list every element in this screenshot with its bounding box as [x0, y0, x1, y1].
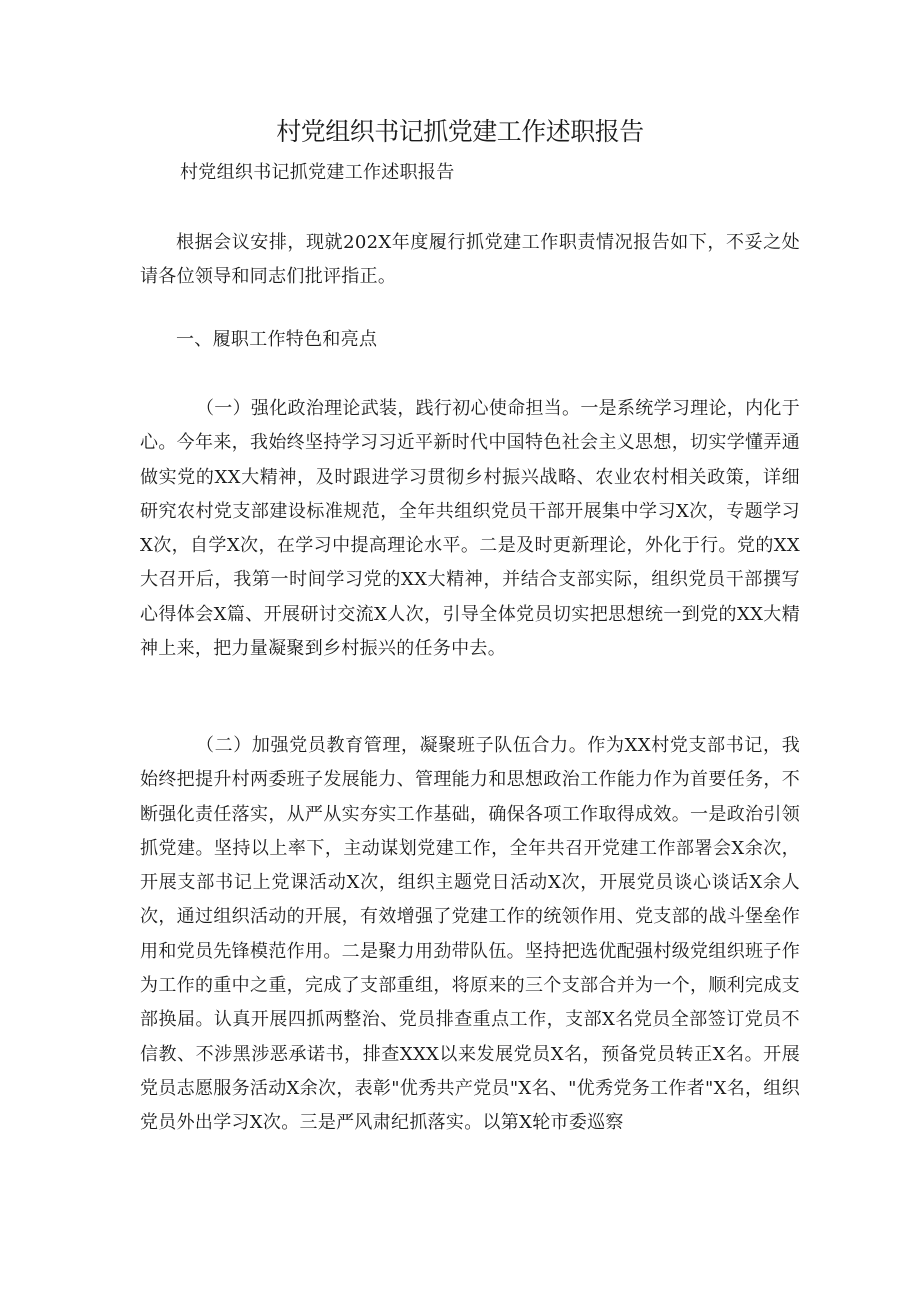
document-subtitle: 村党组织书记抓党建工作述职报告 — [180, 162, 455, 183]
intro-paragraph: 根据会议安排，现就202X年度履行抓党建工作职责情况报告如下，不妥之处请各位领导和同志们批评指正。 — [140, 232, 800, 288]
section-paragraph-2: （二）加强党员教育管理，凝聚班子队伍合力。作为XX村党支部书记，我始终把提升村两委班子发展能力、管理能力和思想政治工作能力作为首要任务，不断强化责任落实，从严从实夯实工作基础，确保各项工作取得成效。一是政治引领抓党建。坚持以上率下，主动谋划党建工作，全年共召开党建工作部署会X余次，开展支部书记上党课活动X次，组织主题党日活动X次，开展党员谈心谈话X余人次，通过组织活动的开展，有效增强了党建工作的统领作用、党支部的战斗堡垒作用和党员先锋模范作用。二是聚力用劲带队伍。坚持把选优配强村级党组织班子作为工作的重中之重，完成了支部重组，将原来的三个支部合并为一个，顺利完成支部换届。认真开展四抓两整治、党员排查重点工作，支部X名党员全部签订党员不信教、不涉黑涉恶承诺书，排查XXX以来发展党员X名，预备党员转正X名。开展党员志愿服务活动X余次，表彰"优秀共产党员"X名、"优秀党务工作者"X名，组织党员外出学习X次。三是严风肃纪抓落实。以第X轮市委巡察 — [140, 735, 800, 1134]
document-title: 村党组织书记抓党建工作述职报告 — [276, 117, 644, 146]
section-heading: 一、履职工作特色和亮点 — [176, 329, 378, 350]
section-paragraph-1: （一）强化政治理论武装，践行初心使命担当。一是系统学习理论，内化于心。今年来，我始终坚持学习习近平新时代中国特色社会主义思想，切实学懂弄通做实党的XX大精神，及时跟进学习贯彻乡村振兴战略、农业农村相关政策，详细研究农村党支部建设标准规范，全年共组织党员干部开展集中学习X次，专题学习X次，自学X次，在学习中提高理论水平。二是及时更新理论，外化于行。党的XX大召开后，我第一时间学习党的XX大精神，并结合支部实际，组织党员干部撰写心得体会X篇、开展研讨交流X人次，引导全体党员切实把思想统一到党的XX大精神上来，把力量凝聚到乡村振兴的任务中去。 — [140, 398, 800, 660]
